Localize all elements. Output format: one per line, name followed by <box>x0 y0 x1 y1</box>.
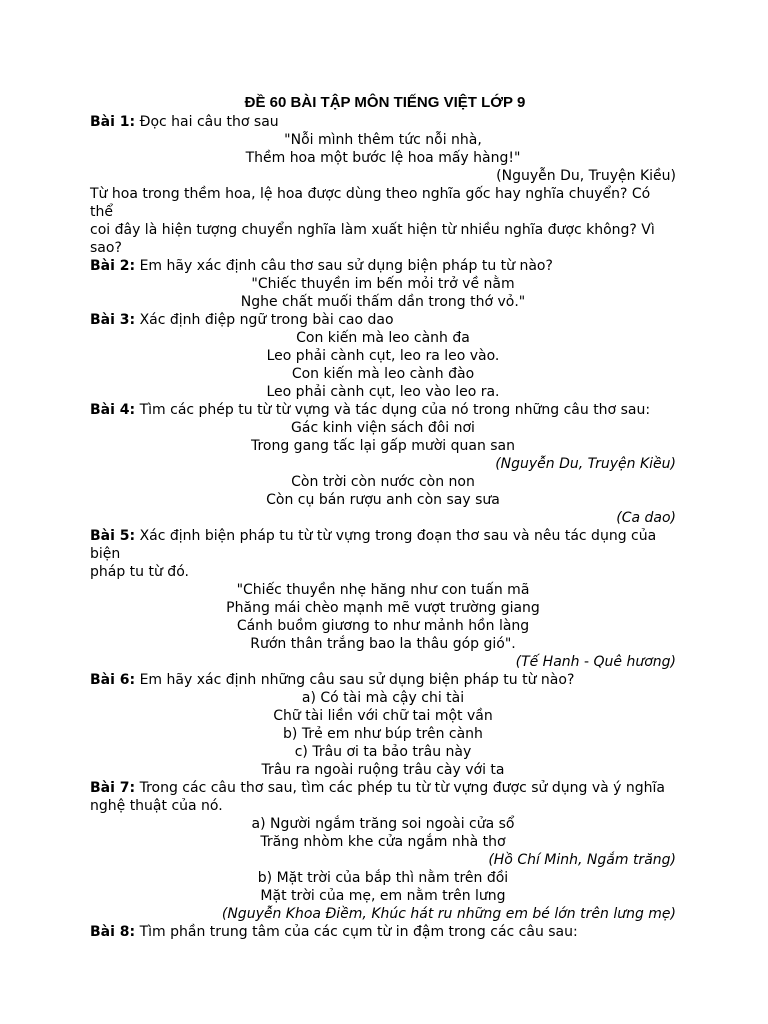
exercise-6-verse-line: c) Trâu ơi ta bảo trâu này <box>294 744 472 760</box>
exercise-1-prompt <box>90 113 676 131</box>
exercise-7-verse-line: b) Mặt trời của bắp thì nằm trên đồi <box>257 870 509 886</box>
exercise-4-question: Tìm các phép tu từ từ vựng và tác dụng của nó trong những câu thơ sau: <box>135 402 651 418</box>
exercise-8-question: Tìm phần trung tâm của các cụm từ in đậm trong các câu sau: <box>135 924 578 940</box>
exercise-5-question-cont: pháp tu từ đó. <box>90 564 189 580</box>
exercise-3-verse-line: Leo phải cành cụt, leo vào leo ra. <box>266 384 500 400</box>
exercise-7-question-cont: nghệ thuật của nó. <box>90 798 223 814</box>
document-content <box>90 93 676 941</box>
exercise-1-question: Đọc hai câu thơ sau <box>135 114 279 130</box>
exercise-6-question: Em hãy xác định những câu sau sử dụng biện pháp tu từ nào? <box>135 672 575 688</box>
exercise-6-number: Bài 6: <box>90 672 136 688</box>
exercise-1-source: (Nguyễn Du, Truyện Kiều) <box>496 168 676 184</box>
page-title: ĐỀ 60 BÀI TẬP MÔN TIẾNG VIỆT LỚP 9 <box>244 94 526 111</box>
exercise-6-verse-line: a) Có tài mà cậy chi tài <box>301 690 465 706</box>
exercise-6-verse-line: b) Trẻ em như búp trên cành <box>283 726 483 742</box>
exercise-1-verse-line: "Nỗi mình thêm tức nỗi nhà, <box>284 132 482 148</box>
exercise-7-source: (Nguyễn Khoa Điềm, Khúc hát ru những em bé lớn trên lưng mẹ) <box>221 906 676 922</box>
exercise-7-source: (Hồ Chí Minh, Ngắm trăng) <box>488 852 676 868</box>
exercise-5-prompt <box>90 527 676 563</box>
exercise-2-verse-line: "Chiếc thuyền im bến mỏi trở về nằm <box>251 276 515 292</box>
exercise-4-verse-line: Còn trời còn nước còn non <box>291 474 475 490</box>
exercise-3-verse-line: Con kiến mà leo cành đào <box>291 366 475 382</box>
exercise-5-verse-line: Cánh buồm giương to như mảnh hồn làng <box>236 618 530 634</box>
exercise-5-source-author: (Tế Hanh <box>515 654 580 670</box>
exercise-4-source: (Ca dao) <box>616 510 676 526</box>
exercise-4-number: Bài 4: <box>90 402 136 418</box>
exercise-5-number: Bài 5: <box>90 528 136 544</box>
exercise-2-number: Bài 2: <box>90 258 136 274</box>
exercise-6-verse-line: Chữ tài liền với chữ tai một vần <box>273 708 493 724</box>
exercise-5-source <box>90 653 676 671</box>
exercise-4-verse-line: Còn cụ bán rượu anh còn say sưa <box>266 492 500 508</box>
exercise-5-question: Xác định biện pháp tu từ từ vựng trong đoạn thơ sau và nêu tác dụng của biện <box>90 528 657 562</box>
exercise-3-verse-line: Con kiến mà leo cành đa <box>296 330 470 346</box>
exercise-7-verse-line: a) Người ngắm trăng soi ngoài cửa sổ <box>251 816 515 832</box>
exercise-7-verse-line: Mặt trời của mẹ, em nằm trên lưng <box>260 888 506 904</box>
exercise-6-prompt <box>90 671 676 689</box>
exercise-4-source: (Nguyễn Du, Truyện Kiều) <box>495 456 676 472</box>
exercise-7-verse-line: Trăng nhòm khe cửa ngắm nhà thơ <box>260 834 506 850</box>
exercise-3-number: Bài 3: <box>90 312 136 328</box>
exercise-7-question: Trong các câu thơ sau, tìm các phép tu từ từ vựng được sử dụng và ý nghĩa <box>135 780 665 796</box>
exercise-5-verse-line: Phăng mái chèo mạnh mẽ vượt trường giang <box>226 600 540 616</box>
exercise-5-verse-line: "Chiếc thuyền nhẹ hăng như con tuấn mã <box>236 582 530 598</box>
exercise-5-source-dash: - <box>579 654 594 670</box>
exercise-3-question: Xác định điệp ngữ trong bài cao dao <box>135 312 394 328</box>
exercise-3-verse-line: Leo phải cành cụt, leo ra leo vào. <box>266 348 500 364</box>
exercise-2-question: Em hãy xác định câu thơ sau sử dụng biện pháp tu từ nào? <box>135 258 553 274</box>
exercise-4-verse-line: Trong gang tấc lại gấp mười quan san <box>250 438 516 454</box>
exercise-6-verse-line: Trâu ra ngoài ruộng trâu cày với ta <box>261 762 505 778</box>
exercise-4-verse-line: Gác kinh viện sách đôi nơi <box>291 420 475 436</box>
exercise-1-text-line: coi đây là hiện tượng chuyển nghĩa làm xuất hiện từ nhiều nghĩa được không? Vì sao? <box>90 222 655 256</box>
exercise-1-verse-line: Thềm hoa một bước lệ hoa mấy hàng!" <box>245 150 521 166</box>
exercise-5-source-title: Quê hương) <box>593 654 676 670</box>
exercise-7-number: Bài 7: <box>90 780 136 796</box>
exercise-1-number: Bài 1: <box>90 114 136 130</box>
exercise-2-verse-line: Nghe chất muối thấm dần trong thớ vỏ." <box>240 294 526 310</box>
exercise-8-prompt <box>90 923 676 941</box>
exercise-4-prompt <box>90 401 676 419</box>
exercise-1-text-line: Từ hoa trong thềm hoa, lệ hoa được dùng theo nghĩa gốc hay nghĩa chuyển? Có thể <box>90 186 651 220</box>
exercise-8-number: Bài 8: <box>90 924 136 940</box>
exercise-2-prompt <box>90 257 676 275</box>
exercise-7-prompt <box>90 779 676 797</box>
exercise-5-verse-line: Rướn thân trắng bao la thâu góp gió". <box>250 636 516 652</box>
exercise-3-prompt <box>90 311 676 329</box>
